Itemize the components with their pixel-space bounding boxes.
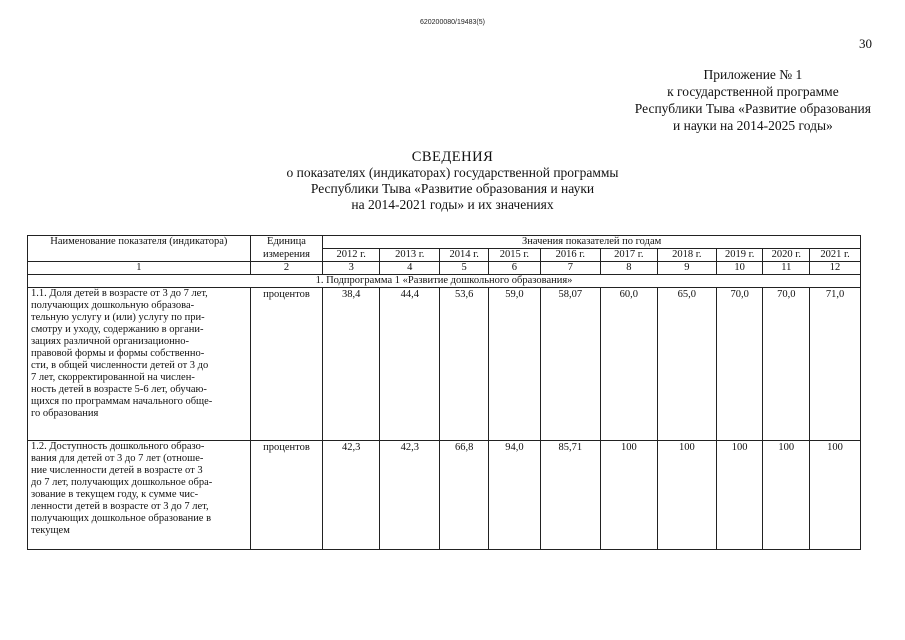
indicator-name-line: до 7 лет, получающих дошкольное обра- — [31, 477, 213, 488]
indicator-name-line: го образования — [31, 408, 99, 419]
indicators-table — [27, 235, 861, 550]
value-cell: 59,0 — [488, 288, 540, 441]
subprogram-row — [28, 275, 861, 288]
indicator-name-line: ность детей в возрасте 5-6 лет, обучаю- — [31, 384, 207, 395]
column-number: 4 — [380, 262, 440, 275]
value-cell: 66,8 — [440, 441, 489, 550]
value-cell: 85,71 — [540, 441, 600, 550]
appendix-line-1: Приложение № 1 — [703, 67, 803, 82]
value-cell: 100 — [657, 441, 716, 550]
table-row — [28, 441, 861, 550]
value-cell: 58,07 — [540, 288, 600, 441]
page-number: 30 — [859, 36, 872, 51]
col-header-name: Наименование показателя (индикатора) — [28, 236, 251, 262]
indicator-name-line: ние численности детей в возрасте от 3 — [31, 465, 203, 476]
indicator-name-line: текущем — [31, 525, 70, 536]
indicator-name-line: ленности детей в возрасте от 3 до 7 лет, — [31, 501, 209, 512]
title-line-1: СВЕДЕНИЯ — [411, 149, 494, 165]
value-cell: 94,0 — [488, 441, 540, 550]
table-row — [28, 288, 861, 441]
year-header: 2014 г. — [440, 249, 489, 262]
indicator-name-line: сти, в общей численности детей от 3 до — [31, 360, 209, 371]
indicator-name-line: тельную услугу и (или) услугу по при- — [31, 312, 205, 323]
value-cell: 44,4 — [380, 288, 440, 441]
col-header-unit-bottom: измерения — [250, 249, 323, 262]
appendix-line-4: и науки на 2014-2025 годы» — [673, 118, 833, 133]
indicator-name-line: получающих дошкольную образова- — [31, 300, 195, 311]
year-header: 2019 г. — [716, 249, 763, 262]
year-header: 2012 г. — [323, 249, 380, 262]
indicator-name-line: правовой формы и формы собственно- — [31, 348, 205, 359]
column-number: 9 — [657, 262, 716, 275]
column-number: 6 — [488, 262, 540, 275]
value-cell: 100 — [716, 441, 763, 550]
appendix-line-3: Республики Тыва «Развитие образования — [634, 101, 871, 116]
column-number: 8 — [600, 262, 657, 275]
unit-cell: процентов — [250, 288, 323, 441]
indicator-name-line: щихся по программам начального обще- — [31, 396, 213, 407]
column-number: 7 — [540, 262, 600, 275]
value-cell: 100 — [600, 441, 657, 550]
column-number: 12 — [810, 262, 861, 275]
indicator-name-line: получающих дошкольное образование в — [31, 513, 212, 524]
indicator-name-line: зование в текущем году, к сумме чис- — [31, 489, 199, 500]
document-id: 620200080/19483(5) — [419, 19, 485, 26]
column-number-row — [28, 262, 861, 275]
year-header: 2016 г. — [540, 249, 600, 262]
value-cell: 42,3 — [380, 441, 440, 550]
indicator-name — [28, 288, 251, 441]
col-header-values: Значения показателей по годам — [323, 236, 861, 249]
year-header: 2020 г. — [763, 249, 810, 262]
value-cell: 70,0 — [716, 288, 763, 441]
value-cell: 60,0 — [600, 288, 657, 441]
value-cell: 53,6 — [440, 288, 489, 441]
year-header: 2015 г. — [488, 249, 540, 262]
column-number: 11 — [763, 262, 810, 275]
column-number: 2 — [250, 262, 323, 275]
year-header: 2013 г. — [380, 249, 440, 262]
year-header: 2018 г. — [657, 249, 716, 262]
indicator-name-line: 1.1. Доля детей в возрасте от 3 до 7 лет, — [31, 288, 208, 299]
value-cell: 71,0 — [810, 288, 861, 441]
indicator-name-line: 1.2. Доступность дошкольного образо- — [31, 441, 205, 452]
title-line-4: на 2014-2021 годы» и их значениях — [351, 197, 554, 212]
column-number: 3 — [323, 262, 380, 275]
indicator-name-line: 7 лет, скорректированной на числен- — [31, 372, 195, 383]
document-title — [0, 149, 905, 213]
value-cell: 42,3 — [323, 441, 380, 550]
indicator-name-line: зациях различной организационно- — [31, 336, 190, 347]
column-number: 5 — [440, 262, 489, 275]
value-cell: 38,4 — [323, 288, 380, 441]
year-header: 2021 г. — [810, 249, 861, 262]
appendix-header — [635, 66, 871, 134]
value-cell: 65,0 — [657, 288, 716, 441]
subprogram-title: 1. Подпрограмма 1 «Развитие дошкольного образования» — [28, 275, 861, 288]
value-cell: 70,0 — [763, 288, 810, 441]
header-row-1 — [28, 236, 861, 249]
year-header: 2017 г. — [600, 249, 657, 262]
unit-cell: процентов — [250, 441, 323, 550]
indicator-name — [28, 441, 251, 550]
title-line-3: Республики Тыва «Развитие образования и науки — [310, 181, 595, 196]
indicator-name-line: вания для детей от 3 до 7 лет (отноше- — [31, 453, 204, 464]
column-number: 10 — [716, 262, 763, 275]
appendix-line-2: к государственной программе — [667, 84, 839, 99]
value-cell: 100 — [763, 441, 810, 550]
col-header-unit-top: Единица — [250, 236, 323, 249]
column-number: 1 — [28, 262, 251, 275]
value-cell: 100 — [810, 441, 861, 550]
title-line-2: о показателях (индикаторах) государственной программы — [286, 165, 619, 180]
indicator-name-line: смотру и уходу, содержанию в органи- — [31, 324, 204, 335]
